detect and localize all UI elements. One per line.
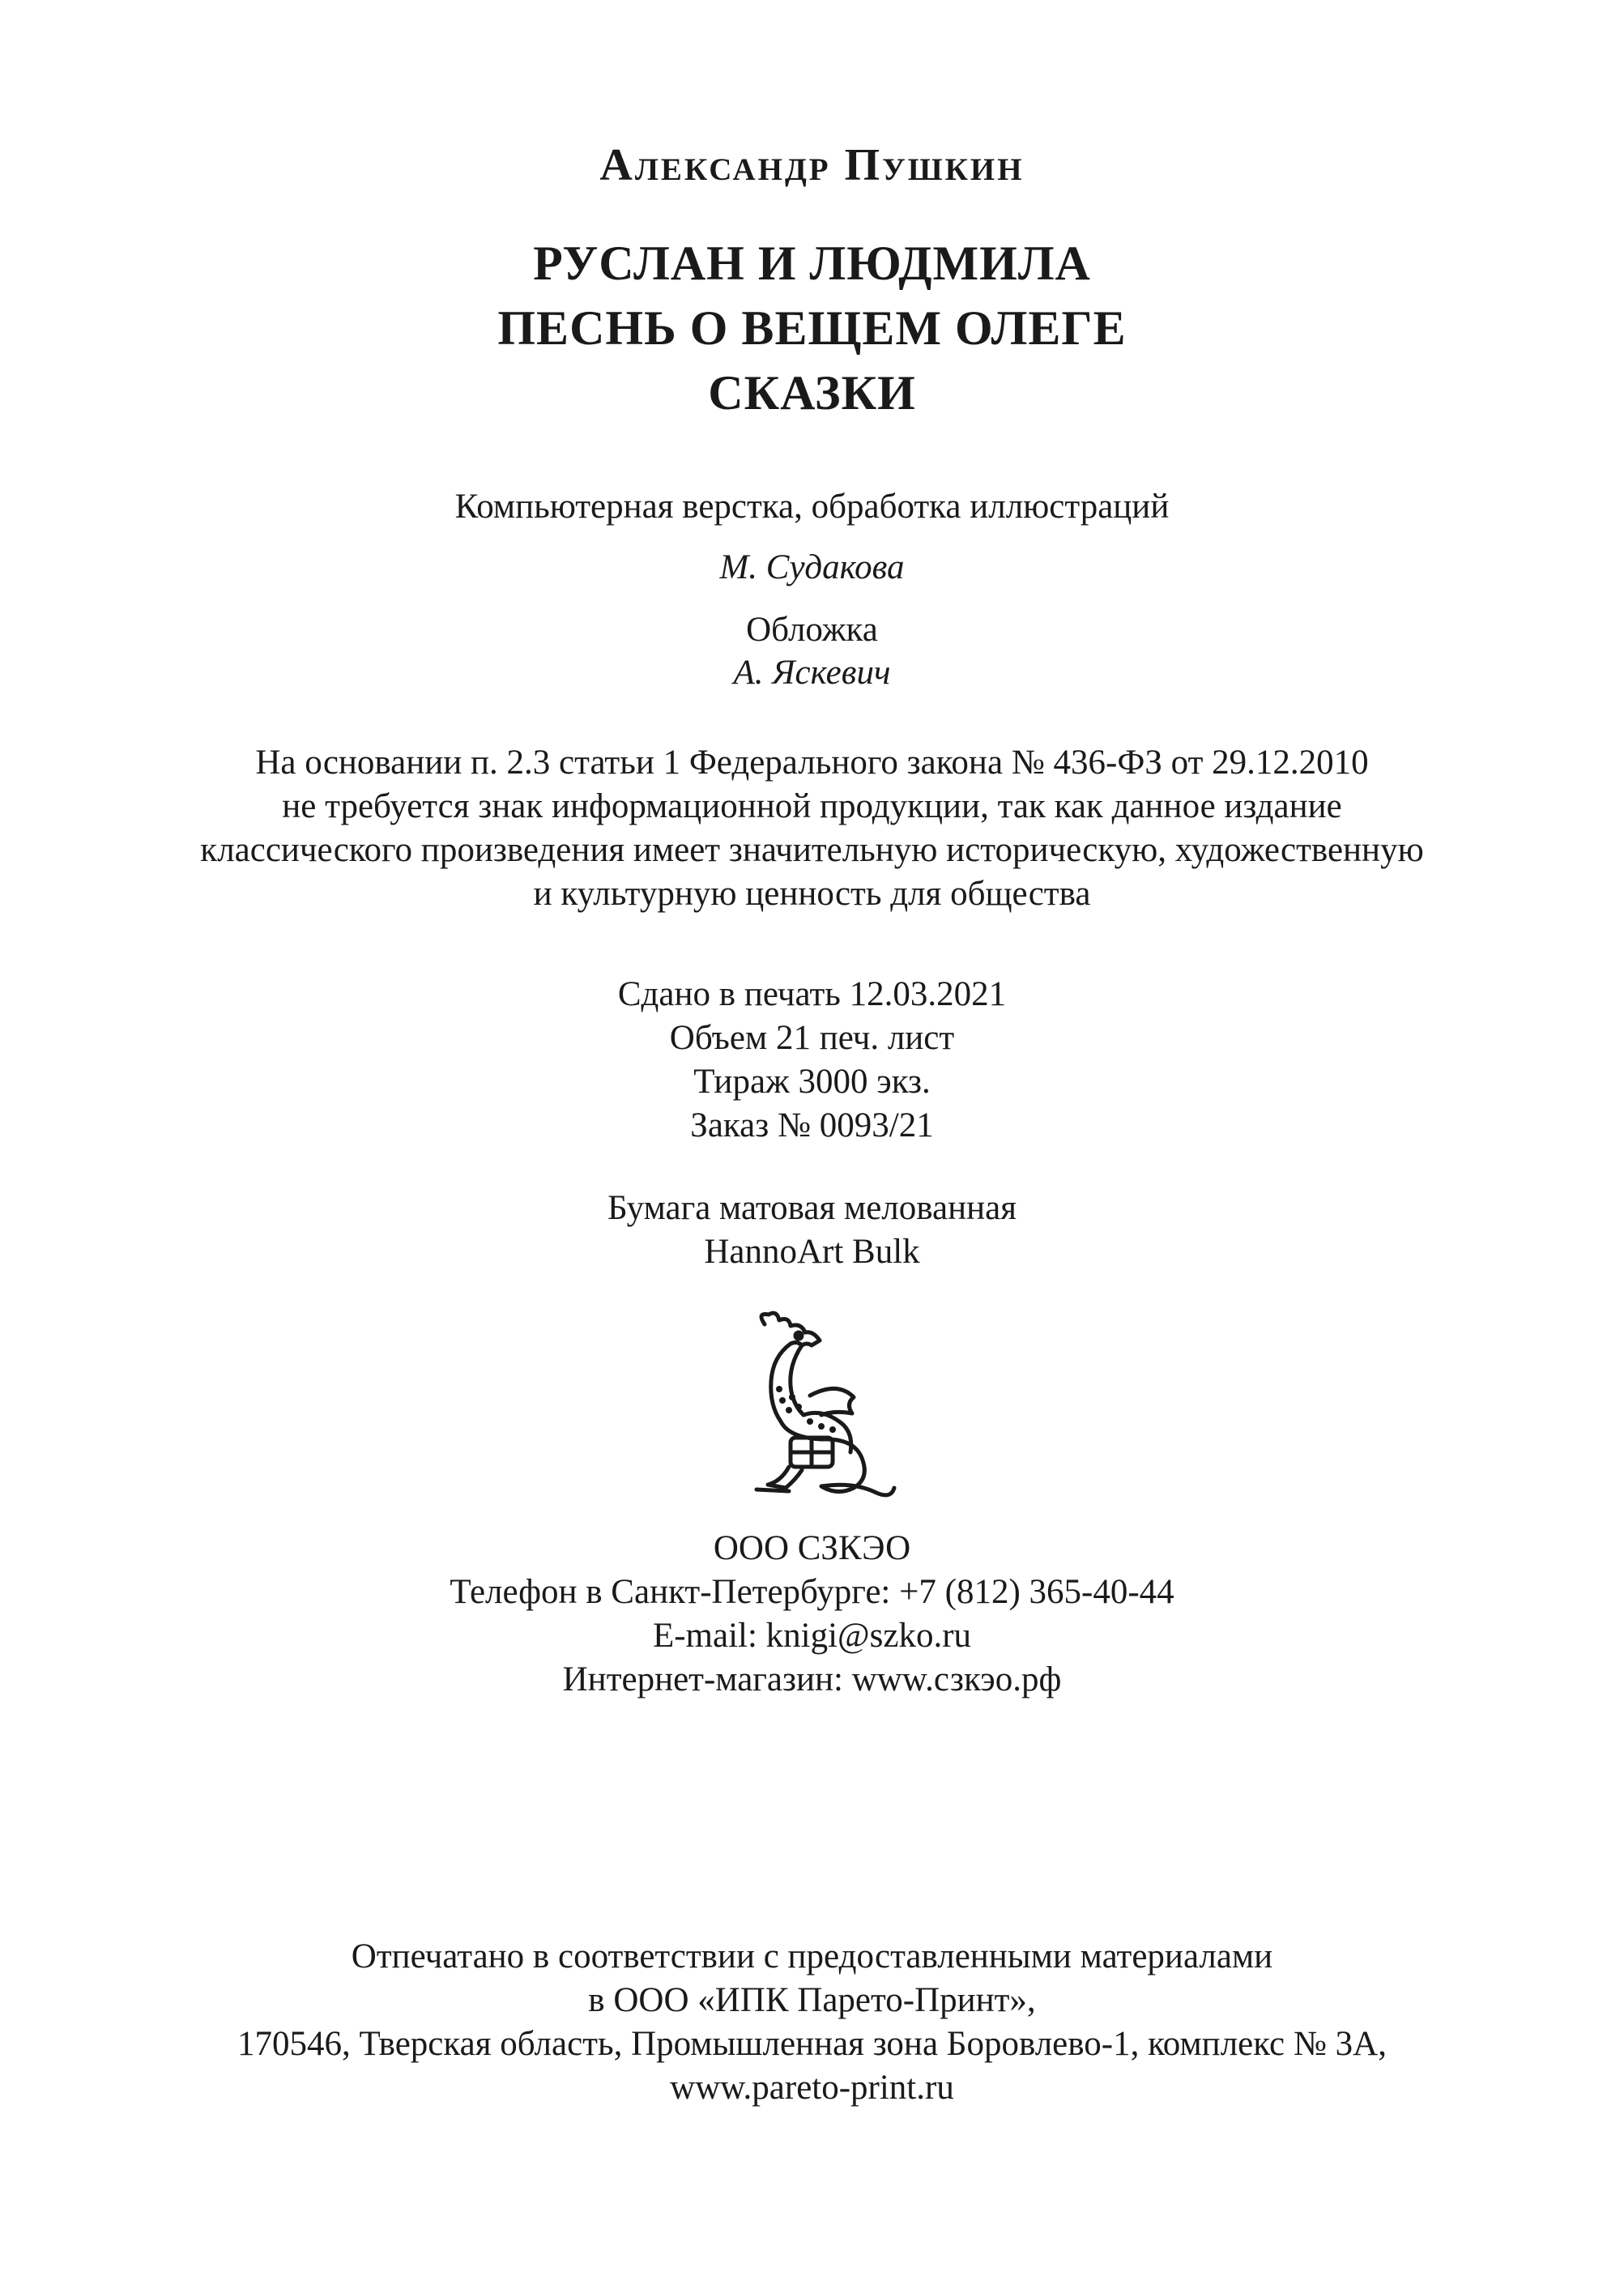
legal-notice-line: На основании п. 2.3 статьи 1 Федерального закона № 436-ФЗ от 29.12.2010 <box>255 744 1369 782</box>
order-number: Заказ № 0093/21 <box>690 1106 934 1144</box>
publisher-phone: Телефон в Санкт-Петербурге: +7 (812) 365-40-44 <box>450 1573 1174 1611</box>
publisher-shop: Интернет-магазин: www.сзкэо.рф <box>562 1660 1062 1698</box>
print-run: Тираж 3000 экз. <box>693 1063 931 1101</box>
print-date: Сдано в печать 12.03.2021 <box>617 975 1007 1013</box>
printer-line: в ООО «ИПК Парето-Принт», <box>588 1981 1036 2019</box>
publisher-email: E-mail: knigi@szko.ru <box>652 1617 972 1655</box>
legal-notice-line: классического произведения имеет значительную историческую, художественную <box>200 831 1424 869</box>
book-title-line-1: РУСЛАН И ЛЮДМИЛА <box>533 237 1091 290</box>
printer-address: 170546, Тверская область, Промышленная зона Боровлево-1, комплекс № 3А, <box>237 2025 1387 2063</box>
paper-brand: HannoArt Bulk <box>704 1233 920 1271</box>
paper-type: Бумага матовая мелованная <box>607 1189 1017 1227</box>
cover-credit-name: А. Яскевич <box>733 654 891 692</box>
legal-notice-line: и культурную ценность для общества <box>533 875 1091 913</box>
legal-notice-line: не требуется знак информационной продукции, так как данное издание <box>282 787 1342 825</box>
printer-website: www.pareto-print.ru <box>670 2069 954 2107</box>
publisher-name: ООО СЗКЭО <box>713 1529 911 1567</box>
book-title-line-2: ПЕСНЬ О ВЕЩЕМ ОЛЕГЕ <box>497 301 1127 355</box>
print-volume: Объем 21 печ. лист <box>669 1019 955 1057</box>
layout-credit-label: Компьютерная верстка, обработка иллюстраций <box>454 488 1170 526</box>
author-name: Александр Пушкин <box>599 140 1025 190</box>
book-title-line-3: СКАЗКИ <box>708 366 916 420</box>
layout-credit-name: М. Судакова <box>719 548 905 586</box>
printer-line: Отпечатано в соответствии с предоставленными материалами <box>351 1937 1273 1975</box>
cover-credit-label: Обложка <box>746 611 878 649</box>
dragon-emblem-icon <box>732 1308 902 1502</box>
